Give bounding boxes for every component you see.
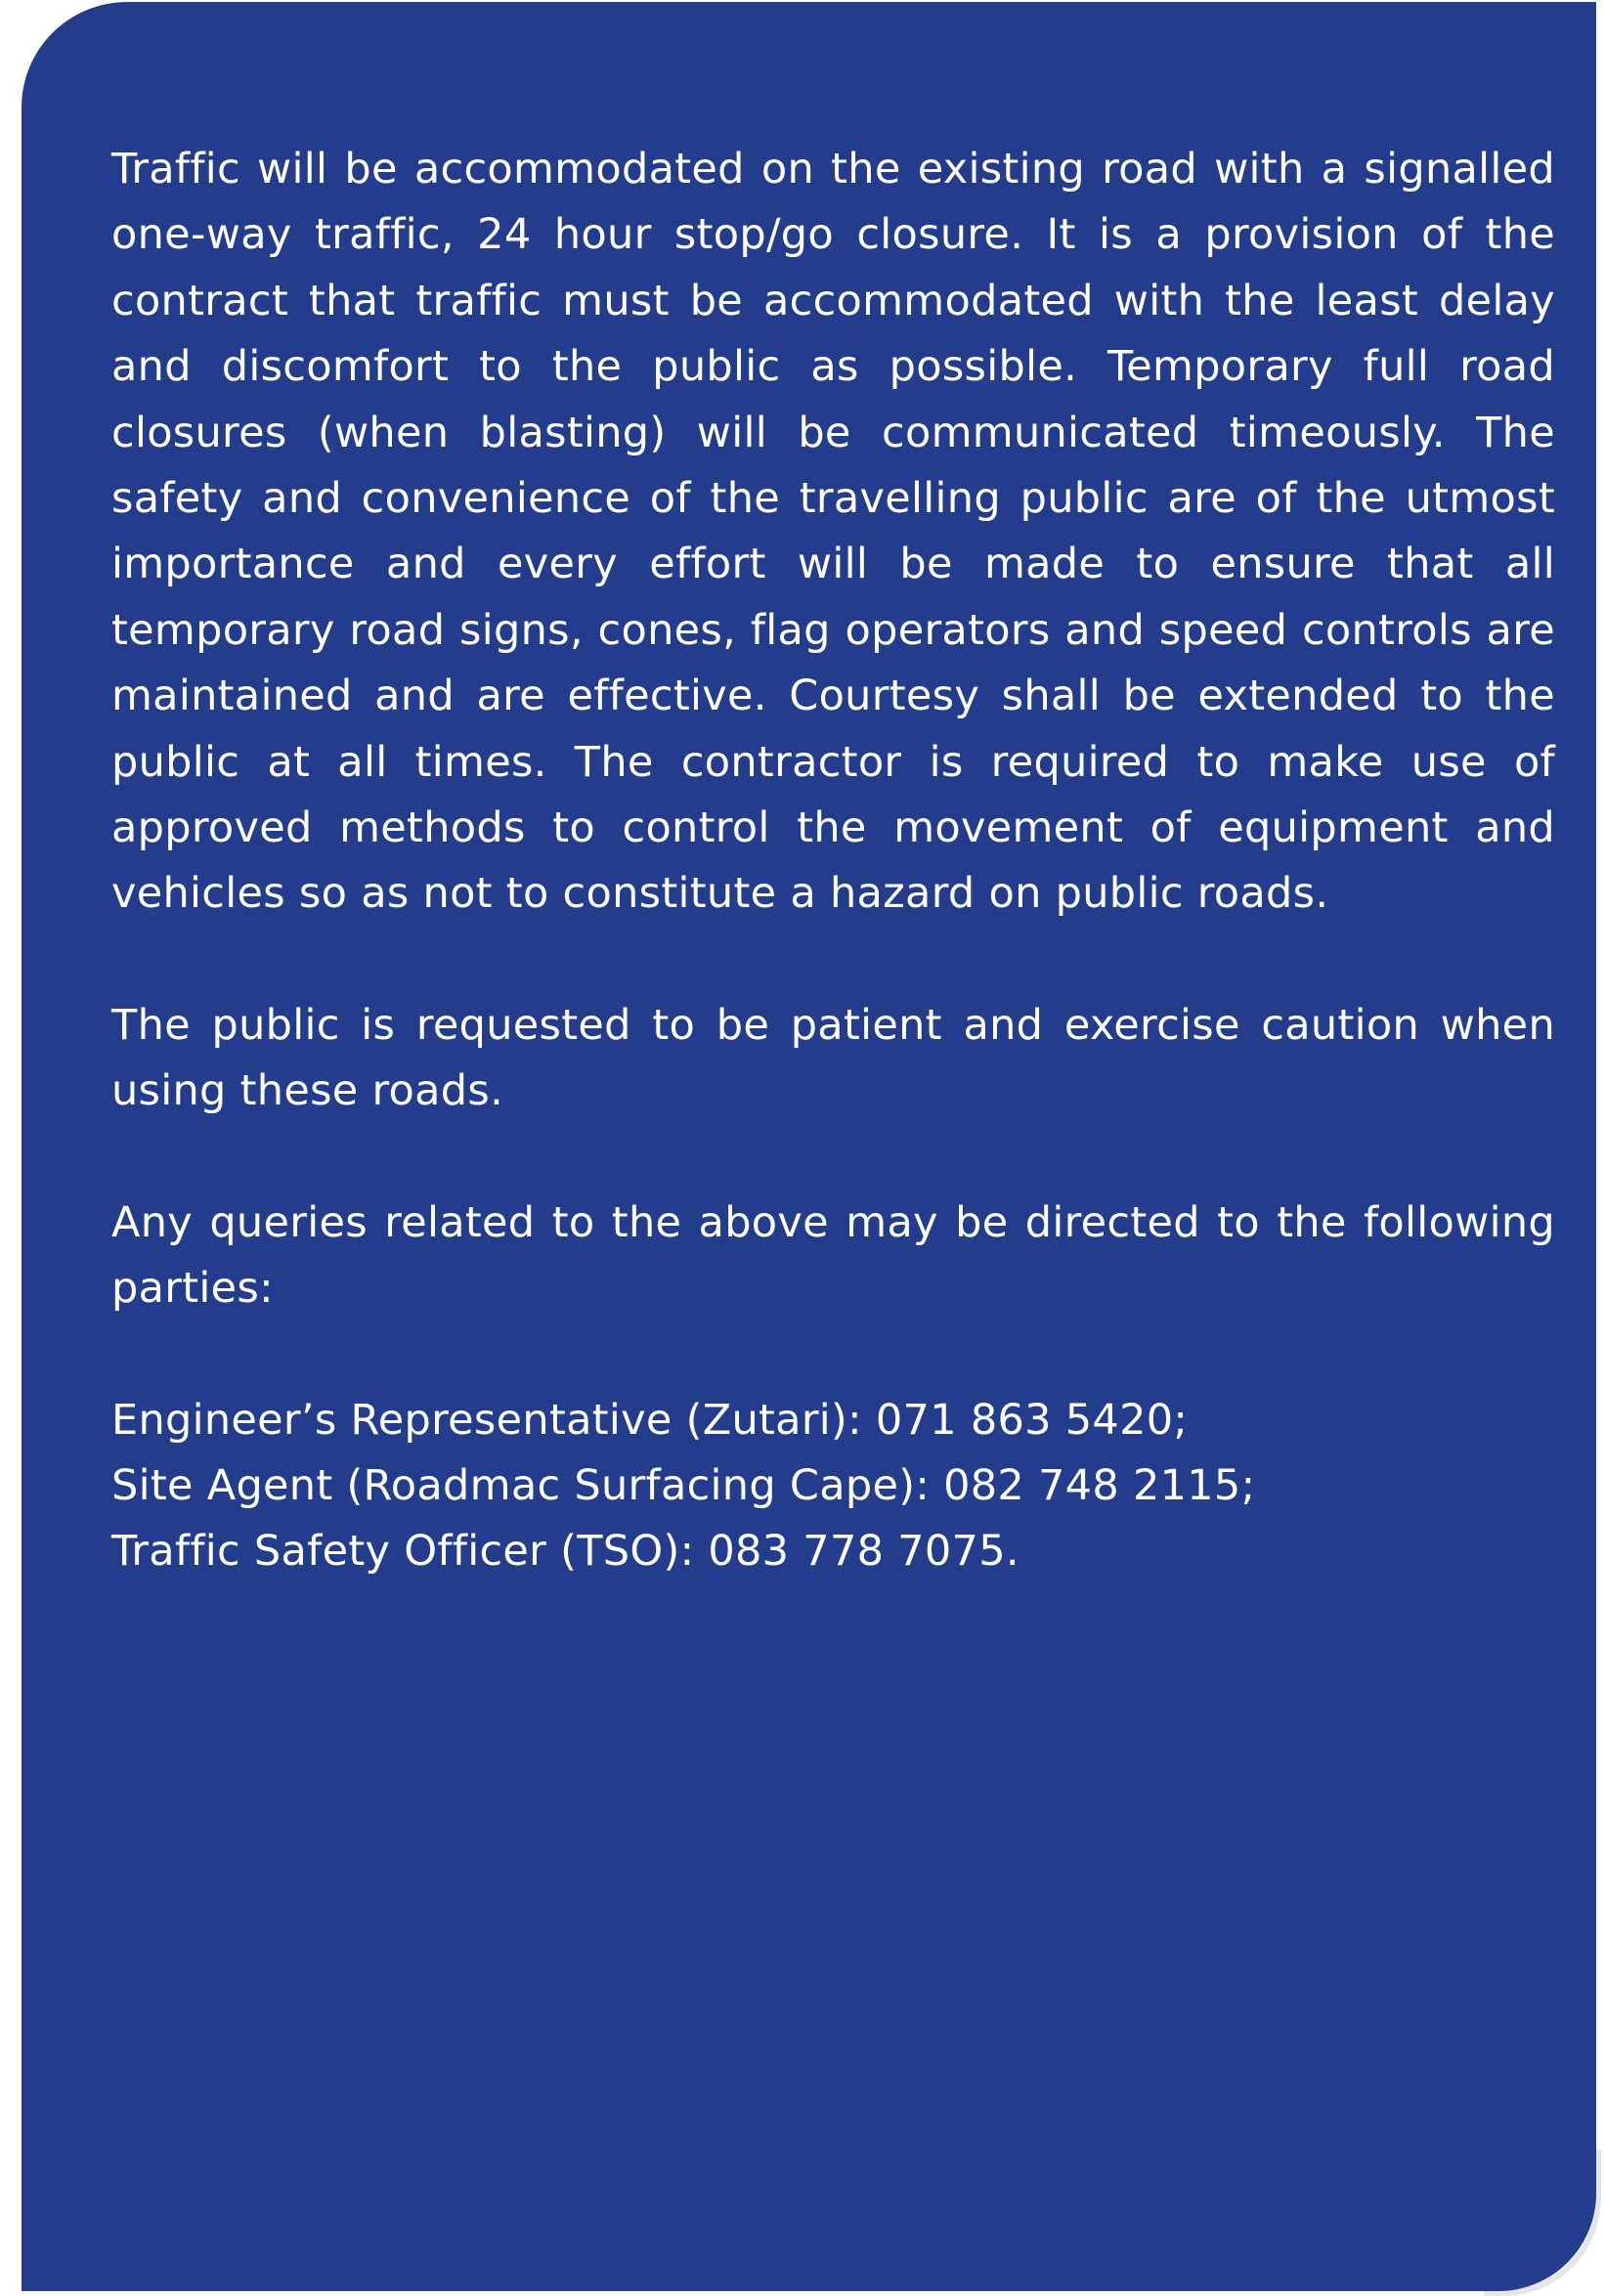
contact-traffic-safety-officer: Traffic Safety Officer (TSO): 083 778 7075. <box>111 1527 1019 1577</box>
contact-engineer-representative: Engineer’s Representative (Zutari): 071 863 5420; <box>111 1395 1189 1445</box>
contact-list <box>111 1388 1555 1585</box>
contact-site-agent: Site Agent (Roadmac Surfacing Cape): 082 748 2115; <box>111 1460 1256 1510</box>
paragraph-spacer <box>111 1322 1555 1388</box>
notice-content <box>111 137 1555 1585</box>
paragraph-spacer <box>111 928 1555 993</box>
queries-paragraph: Any queries related to the above may be directed to the following parties: <box>111 1197 1555 1314</box>
public-caution-paragraph: The public is requested to be patient and exercise caution when using these roads. <box>111 1000 1555 1116</box>
paragraph-spacer <box>111 1125 1555 1191</box>
traffic-accommodation-paragraph: Traffic will be accommodated on the existing road with a signalled one-way traffic, 24 hour stop/go closure. It is a provision of the contract that traffic must be accommodated with the least delay and discomfort to the public as possible. Temporary full road closures (when blasting) will be communicated timeously. The safety and convenience of the travelling public are of the utmost importance and every effort will be made to ensure that all temporary road signs, cones, flag operators and speed controls are maintained and are effective. Courtesy shall be extended to the public at all times. The contractor is required to make use of approved methods to control the movement of equipment and vehicles so as not to constitute a hazard on public roads. <box>111 145 1555 919</box>
